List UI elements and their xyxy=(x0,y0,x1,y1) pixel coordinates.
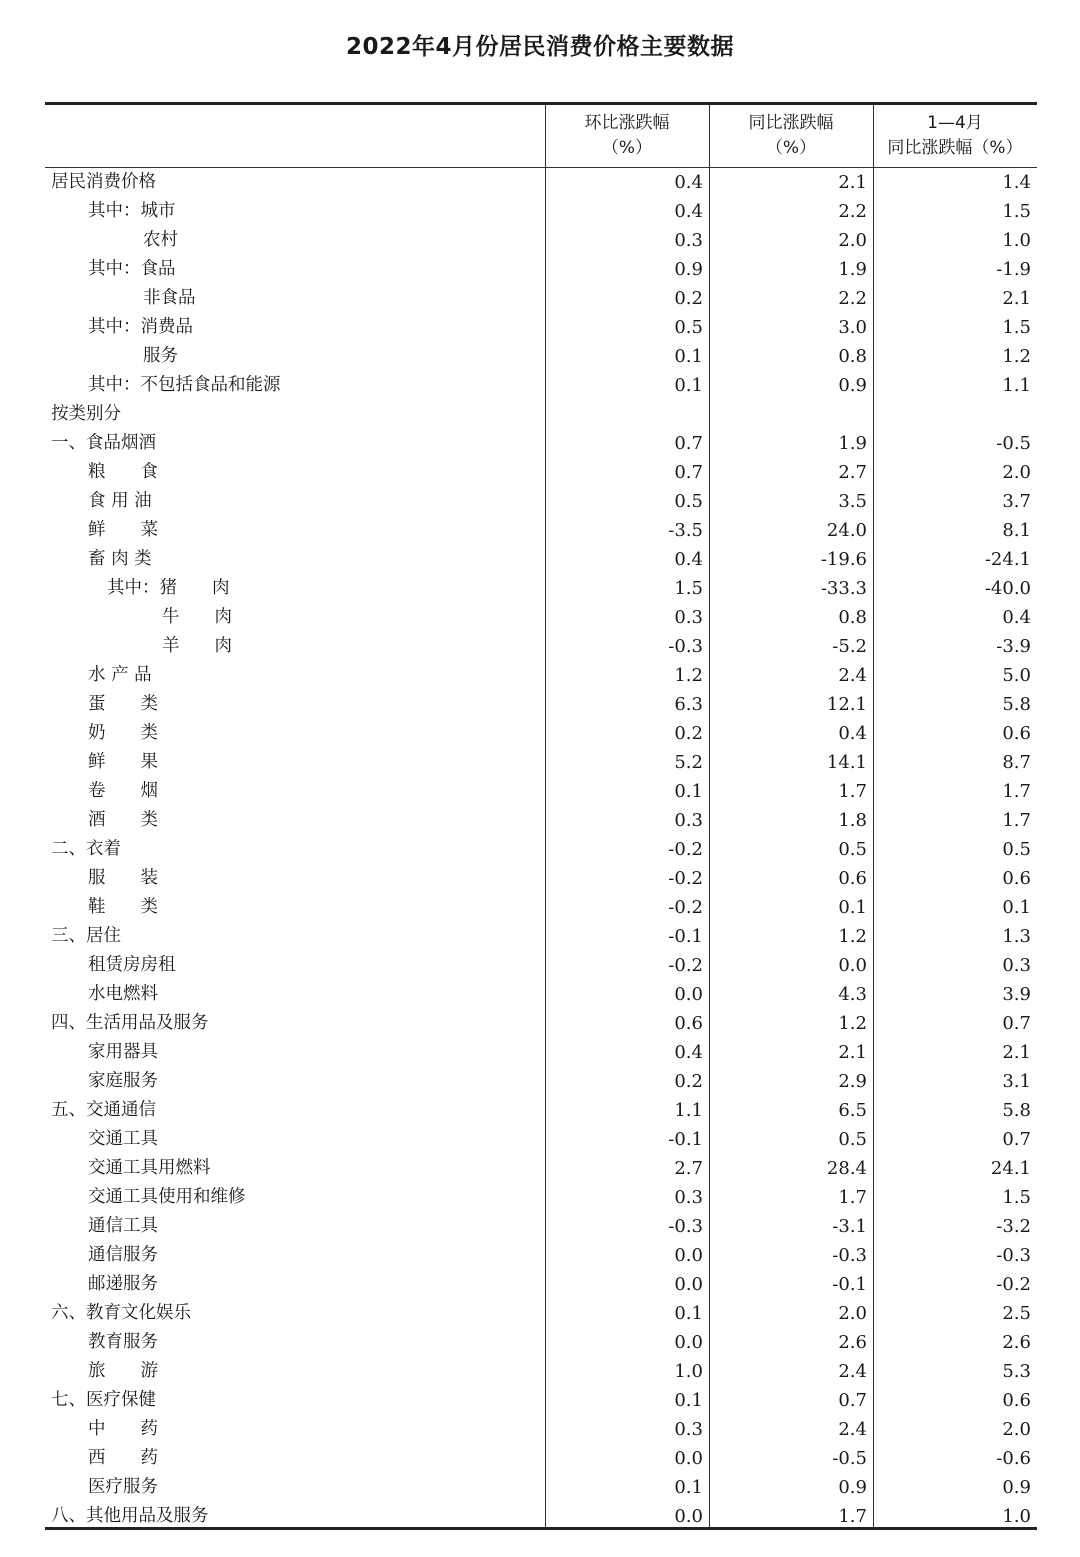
header-yoy-label: 同比涨跌幅 xyxy=(748,113,834,133)
ytd-value: 8.1 xyxy=(1002,520,1031,541)
ytd-value: -40.0 xyxy=(984,578,1031,599)
ytd-value: 0.5 xyxy=(1002,839,1031,860)
yoy-value: 1.7 xyxy=(838,781,867,802)
yoy-value xyxy=(711,400,867,429)
row-label: 奶 类 xyxy=(88,723,158,743)
yoy-value: 0.4 xyxy=(838,723,867,744)
table-row xyxy=(45,1328,1037,1357)
yoy-value: -3.1 xyxy=(832,1216,867,1237)
header-ytd-period: 1—4月 xyxy=(927,113,983,133)
mom-value: -0.2 xyxy=(668,839,703,860)
header-mom-label: 环比涨跌幅 xyxy=(584,113,670,133)
mom-value: 0.7 xyxy=(674,462,703,483)
yoy-value: 2.4 xyxy=(838,665,867,686)
table-row xyxy=(45,951,1037,980)
mom-value: -0.1 xyxy=(668,1129,703,1150)
yoy-value: -19.6 xyxy=(820,549,867,570)
row-label: 羊 肉 xyxy=(162,636,232,656)
mom-value: 6.3 xyxy=(674,694,703,715)
row-label: 按类别分 xyxy=(51,404,121,424)
table-row xyxy=(45,371,1037,400)
row-label: 家用器具 xyxy=(88,1042,158,1062)
ytd-value: 3.7 xyxy=(1002,491,1031,512)
mom-value: 0.1 xyxy=(674,346,703,367)
table-row xyxy=(45,1241,1037,1270)
row-label: 中 药 xyxy=(88,1419,158,1439)
ytd-value: 3.9 xyxy=(1002,984,1031,1005)
table-row xyxy=(45,748,1037,777)
table-row xyxy=(45,1212,1037,1241)
row-label: 畜 肉 类 xyxy=(88,549,152,569)
yoy-value: 3.5 xyxy=(838,491,867,512)
row-label: 水电燃料 xyxy=(88,984,158,1004)
row-label: 租赁房房租 xyxy=(88,955,176,975)
row-label: 其中：食品 xyxy=(88,259,176,279)
table-row xyxy=(45,1067,1037,1096)
mom-value: 0.1 xyxy=(674,1303,703,1324)
yoy-value: 0.5 xyxy=(838,1129,867,1150)
mom-value: 0.0 xyxy=(674,1332,703,1353)
mom-value xyxy=(547,400,703,429)
mom-value: 0.4 xyxy=(674,549,703,570)
table-row xyxy=(45,226,1037,255)
ytd-value: -0.3 xyxy=(996,1245,1031,1266)
yoy-value: 2.0 xyxy=(838,1303,867,1324)
mom-value: 0.0 xyxy=(674,1274,703,1295)
mom-value: 0.1 xyxy=(674,781,703,802)
row-label: 粮 食 xyxy=(88,462,158,482)
mom-value: 0.2 xyxy=(674,288,703,309)
row-label: 鲜 果 xyxy=(88,752,158,772)
row-label: 六、教育文化娱乐 xyxy=(51,1303,191,1323)
mom-value: -0.2 xyxy=(668,897,703,918)
ytd-value: 5.3 xyxy=(1002,1361,1031,1382)
row-label: 蛋 类 xyxy=(88,694,158,714)
ytd-value: 0.6 xyxy=(1002,723,1031,744)
row-label: 五、交通通信 xyxy=(51,1100,156,1120)
mom-value: 1.1 xyxy=(674,1100,703,1121)
mom-value: -0.2 xyxy=(668,955,703,976)
yoy-value: -33.3 xyxy=(820,578,867,599)
ytd-value: 2.0 xyxy=(1002,1419,1031,1440)
ytd-value: 2.0 xyxy=(1002,462,1031,483)
mom-value: 0.0 xyxy=(674,984,703,1005)
row-label: 二、衣着 xyxy=(51,839,121,859)
yoy-value: 0.7 xyxy=(838,1390,867,1411)
table-row xyxy=(45,719,1037,748)
ytd-value: 5.8 xyxy=(1002,1100,1031,1121)
mom-value: 0.1 xyxy=(674,1390,703,1411)
row-label: 服务 xyxy=(143,346,178,366)
ytd-value: 1.7 xyxy=(1002,810,1031,831)
table-row xyxy=(45,400,1037,429)
ytd-value: 1.3 xyxy=(1002,926,1031,947)
ytd-value: 1.0 xyxy=(1002,230,1031,251)
yoy-value: -0.5 xyxy=(832,1448,867,1469)
header-mom-unit: （%） xyxy=(601,138,653,158)
yoy-value: -0.1 xyxy=(832,1274,867,1295)
yoy-value: 6.5 xyxy=(838,1100,867,1121)
row-label: 其中：猪 肉 xyxy=(107,578,230,598)
table-row xyxy=(45,922,1037,951)
table-row xyxy=(45,980,1037,1009)
table-row xyxy=(45,1415,1037,1444)
yoy-value: 2.0 xyxy=(838,230,867,251)
mom-value: 5.2 xyxy=(674,752,703,773)
table-row xyxy=(45,1038,1037,1067)
ytd-value: 0.1 xyxy=(1002,897,1031,918)
mom-value: 0.3 xyxy=(674,607,703,628)
table-row xyxy=(45,1270,1037,1299)
row-label: 酒 类 xyxy=(88,810,158,830)
yoy-value: 2.9 xyxy=(838,1071,867,1092)
table-row xyxy=(45,690,1037,719)
yoy-value: 0.5 xyxy=(838,839,867,860)
row-label: 邮递服务 xyxy=(88,1274,158,1294)
ytd-value: 8.7 xyxy=(1002,752,1031,773)
ytd-value: -3.2 xyxy=(996,1216,1031,1237)
ytd-value: 2.6 xyxy=(1002,1332,1031,1353)
yoy-value: 2.1 xyxy=(838,1042,867,1063)
mom-value: 0.3 xyxy=(674,230,703,251)
yoy-value: 2.7 xyxy=(838,462,867,483)
ytd-value xyxy=(875,400,1031,429)
ytd-value: 1.5 xyxy=(1002,317,1031,338)
ytd-value: 5.8 xyxy=(1002,694,1031,715)
mom-value: 0.3 xyxy=(674,1419,703,1440)
row-label: 西 药 xyxy=(88,1448,158,1468)
mom-value: 0.5 xyxy=(674,491,703,512)
mom-value: 1.2 xyxy=(674,665,703,686)
table-row xyxy=(45,284,1037,313)
row-label: 食 用 油 xyxy=(88,491,152,511)
mom-value: 0.2 xyxy=(674,723,703,744)
ytd-value: 0.4 xyxy=(1002,607,1031,628)
header-mom xyxy=(545,111,709,163)
mom-value: 0.4 xyxy=(674,201,703,222)
yoy-value: 1.2 xyxy=(838,926,867,947)
mom-value: 1.5 xyxy=(674,578,703,599)
yoy-value: 0.8 xyxy=(838,346,867,367)
yoy-value: 2.4 xyxy=(838,1361,867,1382)
ytd-value: 2.1 xyxy=(1002,288,1031,309)
header-ytd-label: 同比涨跌幅（%） xyxy=(887,138,1023,158)
row-label: 非食品 xyxy=(143,288,196,308)
mom-value: 0.1 xyxy=(674,1477,703,1498)
mom-value: -0.3 xyxy=(668,1216,703,1237)
table-row xyxy=(45,661,1037,690)
table-row xyxy=(45,1009,1037,1038)
yoy-value: 14.1 xyxy=(826,752,867,773)
table-row xyxy=(45,632,1037,661)
ytd-value: 1.2 xyxy=(1002,346,1031,367)
ytd-value: -1.9 xyxy=(996,259,1031,280)
table-row xyxy=(45,545,1037,574)
yoy-value: 12.1 xyxy=(826,694,867,715)
table-row xyxy=(45,1473,1037,1502)
ytd-value: 0.6 xyxy=(1002,1390,1031,1411)
ytd-value: 0.9 xyxy=(1002,1477,1031,1498)
yoy-value: 4.3 xyxy=(838,984,867,1005)
yoy-value: 1.7 xyxy=(838,1187,867,1208)
mom-value: 0.0 xyxy=(674,1506,703,1527)
cpi-table xyxy=(45,102,1037,1530)
yoy-value: 28.4 xyxy=(826,1158,867,1179)
row-label: 家庭服务 xyxy=(88,1071,158,1091)
ytd-value: -3.9 xyxy=(996,636,1031,657)
mom-value: 0.5 xyxy=(674,317,703,338)
row-label: 一、食品烟酒 xyxy=(51,433,156,453)
yoy-value: 0.9 xyxy=(838,1477,867,1498)
mom-value: 0.2 xyxy=(674,1071,703,1092)
yoy-value: 2.2 xyxy=(838,201,867,222)
table-row xyxy=(45,835,1037,864)
table-row xyxy=(45,1386,1037,1415)
ytd-value: -24.1 xyxy=(984,549,1031,570)
ytd-value: -0.2 xyxy=(996,1274,1031,1295)
row-label: 通信工具 xyxy=(88,1216,158,1236)
ytd-value: -0.6 xyxy=(996,1448,1031,1469)
yoy-value: -0.3 xyxy=(832,1245,867,1266)
yoy-value: 1.8 xyxy=(838,810,867,831)
table-row xyxy=(45,1299,1037,1328)
header-yoy-unit: （%） xyxy=(765,138,817,158)
mom-value: 0.3 xyxy=(674,810,703,831)
row-label: 服 装 xyxy=(88,868,158,888)
ytd-value: 0.3 xyxy=(1002,955,1031,976)
table-row xyxy=(45,1154,1037,1183)
yoy-value: 2.2 xyxy=(838,288,867,309)
yoy-value: 0.6 xyxy=(838,868,867,889)
table-row xyxy=(45,603,1037,632)
ytd-value: 2.1 xyxy=(1002,1042,1031,1063)
row-label: 牛 肉 xyxy=(162,607,232,627)
mom-value: 0.3 xyxy=(674,1187,703,1208)
row-label: 其中：城市 xyxy=(88,201,176,221)
table-row xyxy=(45,893,1037,922)
row-label: 其中：消费品 xyxy=(88,317,193,337)
header-ytd xyxy=(873,111,1037,163)
table-row xyxy=(45,429,1037,458)
mom-value: 0.0 xyxy=(674,1245,703,1266)
yoy-value: 0.0 xyxy=(838,955,867,976)
table-row xyxy=(45,1125,1037,1154)
row-label: 交通工具使用和维修 xyxy=(88,1187,246,1207)
ytd-value: 1.0 xyxy=(1002,1506,1031,1527)
yoy-value: 1.9 xyxy=(838,259,867,280)
ytd-value: 0.6 xyxy=(1002,868,1031,889)
table-row xyxy=(45,864,1037,893)
mom-value: 1.0 xyxy=(674,1361,703,1382)
ytd-value: 2.5 xyxy=(1002,1303,1031,1324)
ytd-value: 1.7 xyxy=(1002,781,1031,802)
mom-value: 0.4 xyxy=(674,172,703,193)
table-row xyxy=(45,777,1037,806)
ytd-value: 0.7 xyxy=(1002,1129,1031,1150)
row-label: 教育服务 xyxy=(88,1332,158,1352)
yoy-value: 0.9 xyxy=(838,375,867,396)
row-label: 八、其他用品及服务 xyxy=(51,1506,209,1526)
ytd-value: 3.1 xyxy=(1002,1071,1031,1092)
yoy-value: 2.1 xyxy=(838,172,867,193)
ytd-value: 5.0 xyxy=(1002,665,1031,686)
yoy-value: 0.1 xyxy=(838,897,867,918)
row-label: 通信服务 xyxy=(88,1245,158,1265)
row-label: 其中：不包括食品和能源 xyxy=(88,375,281,395)
row-label: 交通工具用燃料 xyxy=(88,1158,211,1178)
mom-value: 2.7 xyxy=(674,1158,703,1179)
ytd-value: 24.1 xyxy=(990,1158,1031,1179)
mom-value: 0.7 xyxy=(674,433,703,454)
table-row xyxy=(45,342,1037,371)
mom-value: -0.3 xyxy=(668,636,703,657)
table-row xyxy=(45,1357,1037,1386)
table-row xyxy=(45,574,1037,603)
page-title: 2022年4月份居民消费价格主要数据 xyxy=(345,34,735,60)
row-label: 鞋 类 xyxy=(88,897,158,917)
yoy-value: 2.6 xyxy=(838,1332,867,1353)
ytd-value: 1.1 xyxy=(1002,375,1031,396)
yoy-value: 2.4 xyxy=(838,1419,867,1440)
yoy-value: 3.0 xyxy=(838,317,867,338)
table-row xyxy=(45,806,1037,835)
mom-value: 0.4 xyxy=(674,1042,703,1063)
row-label: 鲜 菜 xyxy=(88,520,158,540)
row-label: 医疗服务 xyxy=(88,1477,158,1497)
ytd-value: 1.4 xyxy=(1002,172,1031,193)
table-row xyxy=(45,168,1037,197)
mom-value: -0.2 xyxy=(668,868,703,889)
mom-value: 0.9 xyxy=(674,259,703,280)
table-row xyxy=(45,1096,1037,1125)
table-row xyxy=(45,313,1037,342)
row-label: 农村 xyxy=(143,230,178,250)
mom-value: -0.1 xyxy=(668,926,703,947)
yoy-value: 0.8 xyxy=(838,607,867,628)
mom-value: -3.5 xyxy=(668,520,703,541)
yoy-value: 1.2 xyxy=(838,1013,867,1034)
table-row xyxy=(45,1502,1037,1531)
yoy-value: 1.7 xyxy=(838,1506,867,1527)
row-label: 居民消费价格 xyxy=(51,172,156,192)
row-label: 水 产 品 xyxy=(88,665,152,685)
ytd-value: 1.5 xyxy=(1002,201,1031,222)
mom-value: 0.1 xyxy=(674,375,703,396)
table-row xyxy=(45,1183,1037,1212)
ytd-value: -0.5 xyxy=(996,433,1031,454)
row-label: 四、生活用品及服务 xyxy=(51,1013,209,1033)
yoy-value: -5.2 xyxy=(832,636,867,657)
yoy-value: 1.9 xyxy=(838,433,867,454)
header-yoy xyxy=(709,111,873,163)
table-row xyxy=(45,1444,1037,1473)
ytd-value: 1.5 xyxy=(1002,1187,1031,1208)
mom-value: 0.6 xyxy=(674,1013,703,1034)
table-row xyxy=(45,458,1037,487)
row-label: 旅 游 xyxy=(88,1361,158,1381)
table-row xyxy=(45,516,1037,545)
row-label: 交通工具 xyxy=(88,1129,158,1149)
yoy-value: 24.0 xyxy=(826,520,867,541)
mom-value: 0.0 xyxy=(674,1448,703,1469)
row-label: 卷 烟 xyxy=(88,781,158,801)
table-row xyxy=(45,255,1037,284)
table-row xyxy=(45,487,1037,516)
row-label: 七、医疗保健 xyxy=(51,1390,156,1410)
ytd-value: 0.7 xyxy=(1002,1013,1031,1034)
row-label: 三、居住 xyxy=(51,926,121,946)
table-row xyxy=(45,197,1037,226)
